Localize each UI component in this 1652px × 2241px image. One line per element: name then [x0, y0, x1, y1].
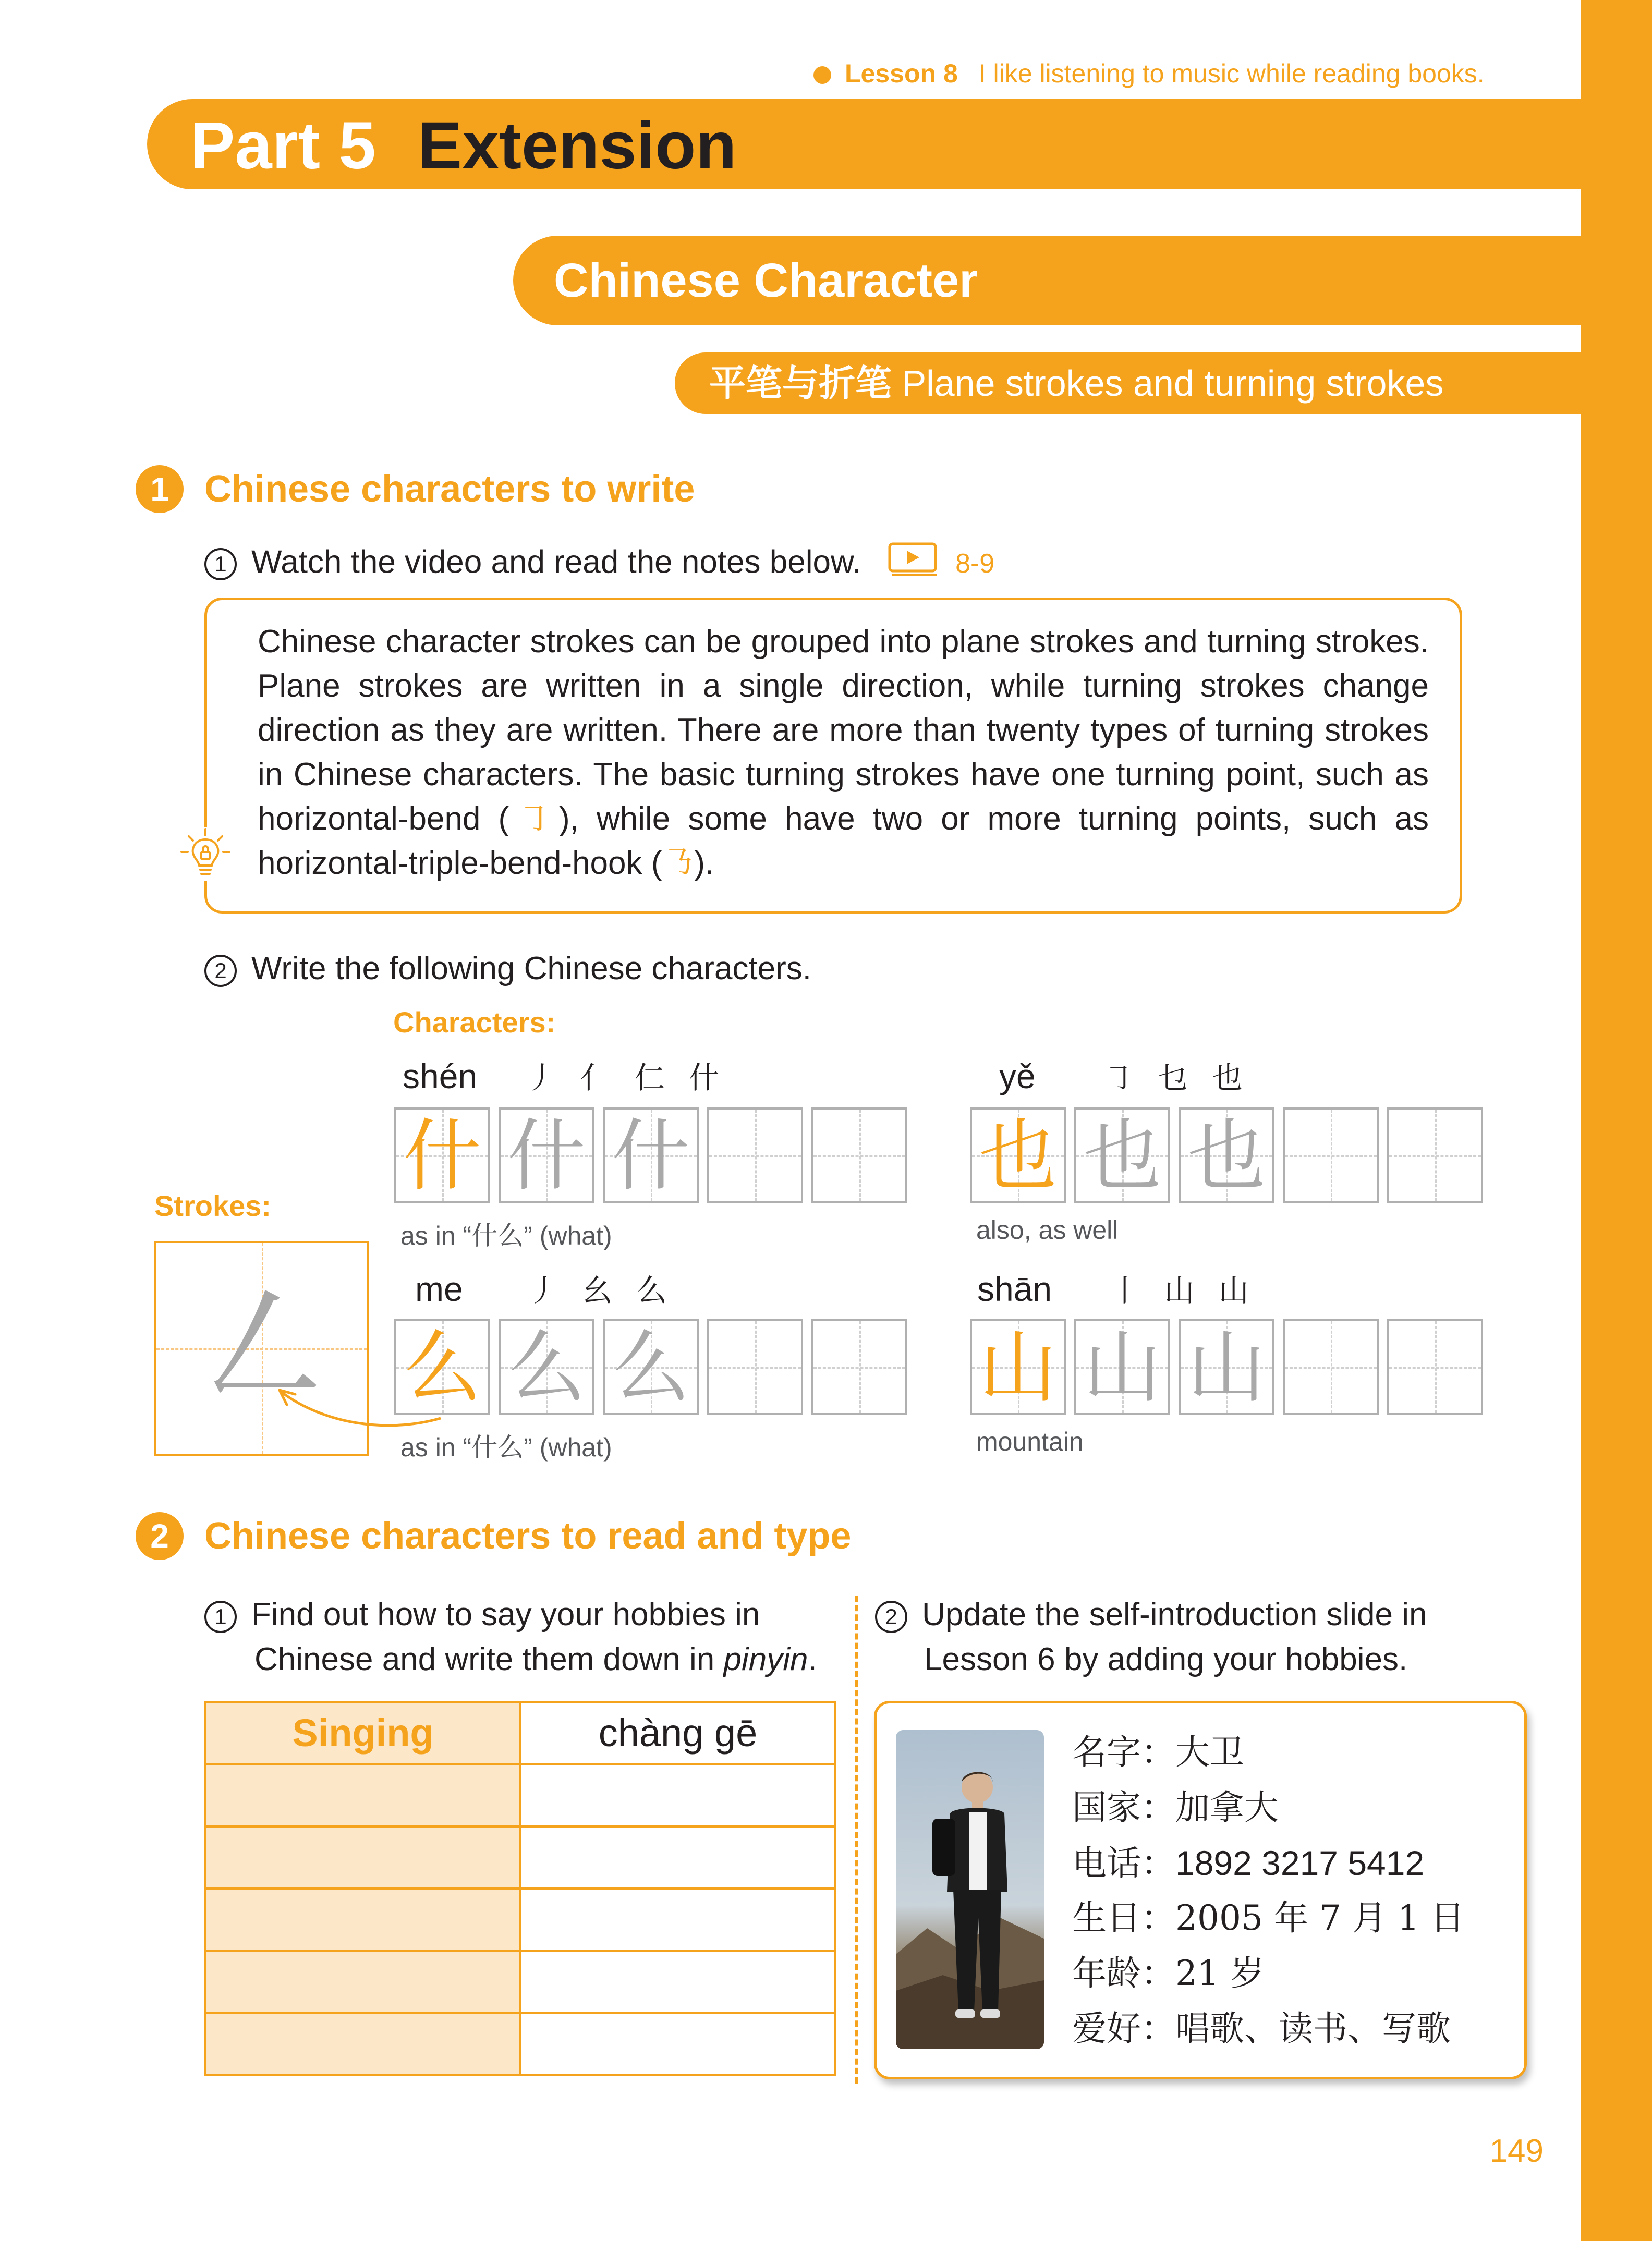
- topic-title: [709, 352, 1443, 414]
- section-2-number: 2: [136, 1512, 184, 1560]
- lightbulb-icon: [178, 827, 233, 881]
- table-row[interactable]: [205, 1764, 835, 1826]
- blank-grid-cell[interactable]: [1387, 1107, 1483, 1203]
- profile-row-phone: [1072, 1835, 1465, 1891]
- strokes-label: Strokes:: [154, 1189, 272, 1222]
- profile-row-name: [1072, 1725, 1465, 1780]
- profile-value: 21 岁: [1175, 1953, 1265, 1993]
- hobby-pinyin-cell[interactable]: [520, 2013, 835, 2075]
- hobby-pinyin-cell[interactable]: [520, 1764, 835, 1826]
- characters-label: Characters:: [393, 1006, 556, 1039]
- grid-cell: [499, 1319, 594, 1415]
- note-text: [258, 619, 1429, 885]
- stroke-example-hengzhe: ㇆: [509, 801, 559, 837]
- stroke-order-ye: ㇆ 乜 也: [1103, 1060, 1250, 1095]
- video-reference[interactable]: 8-9: [955, 549, 995, 579]
- profile-label: 名字：: [1072, 1732, 1175, 1772]
- profile-list: [1072, 1725, 1465, 2056]
- step-marker: 1: [204, 548, 237, 580]
- trace-char: 也: [1187, 1111, 1266, 1202]
- blank-grid-cell[interactable]: [811, 1319, 907, 1415]
- pinyin-ye: yě: [999, 1057, 1036, 1095]
- profile-value: 唱歌、读书、写歌: [1175, 2008, 1451, 2049]
- trace-char: 什: [507, 1111, 586, 1202]
- grid-cell: [970, 1107, 1066, 1203]
- grid-cell: [1179, 1107, 1274, 1203]
- step-text-line2: Chinese and write them down in: [254, 1641, 724, 1677]
- pinyin-shen: shén: [403, 1057, 478, 1095]
- gloss-shen: as in “什么” (what): [400, 1221, 612, 1250]
- section-1-title: Chinese characters to write: [204, 468, 695, 510]
- profile-row-country: [1072, 1780, 1465, 1835]
- part-heading: [190, 104, 736, 188]
- part-number: Part 5: [190, 108, 376, 183]
- lesson-title: I like listening to music while reading books.: [978, 59, 1485, 88]
- grid-cell: [394, 1319, 490, 1415]
- section-banner-title: Chinese Character: [554, 254, 978, 307]
- model-char: 么: [403, 1323, 481, 1414]
- grid-cell: [1074, 1107, 1170, 1203]
- pinyin-me: me: [415, 1270, 463, 1308]
- hobby-table: [204, 1701, 836, 2076]
- step-text: Write the following Chinese characters.: [251, 951, 812, 986]
- model-char: 也: [978, 1111, 1057, 1202]
- step-2-2: [875, 1592, 1427, 1637]
- hobby-pinyin-cell: chàng gē: [520, 1702, 835, 1764]
- step-2-1: [204, 1592, 760, 1637]
- step-marker: 1: [204, 1601, 237, 1633]
- blank-grid-cell[interactable]: [1387, 1319, 1483, 1415]
- gloss-ye: also, as well: [976, 1215, 1119, 1245]
- step-text-line1: Update the self-introduction slide in: [922, 1597, 1427, 1633]
- blank-grid-cell[interactable]: [811, 1107, 907, 1203]
- profile-label: 生日：: [1072, 1898, 1175, 1938]
- pinyin-shan: shān: [977, 1270, 1052, 1308]
- blank-grid-cell[interactable]: [1283, 1107, 1379, 1203]
- stroke-order-shan: 丨 山 山: [1110, 1273, 1256, 1308]
- model-char: 山: [978, 1323, 1057, 1414]
- profile-value: 加拿大: [1175, 1787, 1279, 1828]
- step-1-1: [204, 542, 994, 582]
- profile-value: 大卫: [1175, 1732, 1244, 1772]
- profile-row-age: [1072, 1946, 1465, 2001]
- hobby-english-cell[interactable]: [205, 2013, 520, 2075]
- grid-cell: [394, 1107, 490, 1203]
- period: .: [808, 1641, 817, 1677]
- trace-char: 山: [1187, 1323, 1266, 1414]
- column-divider: [855, 1596, 858, 2084]
- profile-label: 爱好：: [1072, 2008, 1175, 2049]
- profile-row-hobbies: [1072, 2001, 1465, 2056]
- profile-value: 2005 年 7 月 1 日: [1175, 1898, 1465, 1938]
- trace-char: 什: [611, 1111, 690, 1202]
- grid-cell: [603, 1319, 699, 1415]
- grid-cell: [1179, 1319, 1274, 1415]
- pinyin-emphasis: pinyin: [723, 1641, 808, 1677]
- table-row[interactable]: [205, 1951, 835, 2013]
- step-marker: 2: [204, 955, 237, 987]
- part-title: Extension: [417, 108, 737, 183]
- section-2-title: Chinese characters to read and type: [204, 1515, 852, 1557]
- step-text-line1: Find out how to say your hobbies in: [251, 1597, 760, 1633]
- topic-english: Plane strokes and turning strokes: [902, 363, 1444, 404]
- stroke-order-me: 丿 幺 么: [528, 1273, 674, 1308]
- note-part-1: Chinese character strokes can be grouped into plane strokes and turning strokes. Plane strokes are written in a single direction, while turning strokes change direction as they are written. There are more than twenty types of turning strokes in Chinese characters. The basic turning strokes have one turning point, such as horizontal-bend (: [258, 624, 1429, 837]
- play-video-icon[interactable]: [888, 542, 938, 586]
- table-row[interactable]: [205, 1889, 835, 1951]
- gloss-shan: mountain: [976, 1427, 1084, 1456]
- table-row[interactable]: [205, 2013, 835, 2075]
- profile-label: 年龄：: [1072, 1953, 1175, 1993]
- trace-char: 么: [507, 1323, 586, 1414]
- grid-cell: [1074, 1319, 1170, 1415]
- stroke-order-shen: 丿 亻 仁 什: [526, 1060, 727, 1095]
- note-part-3: ).: [694, 845, 714, 881]
- blank-grid-cell[interactable]: [707, 1107, 803, 1203]
- note-part-2: ), while some have two or more turning points, such as horizontal-triple-bend-hook (: [258, 801, 1429, 881]
- step-2-1-line2: [254, 1637, 817, 1682]
- gloss-me: as in “什么” (what): [400, 1433, 612, 1462]
- grid-cell: [970, 1319, 1066, 1415]
- model-char: 什: [403, 1111, 481, 1202]
- hobby-english-cell[interactable]: [205, 1951, 520, 2013]
- hobby-english-cell: Singing: [205, 1702, 520, 1764]
- profile-label: 电话：: [1072, 1843, 1175, 1883]
- stroke-glyph: ㇜: [189, 1262, 335, 1432]
- step-text: Watch the video and read the notes below.: [251, 544, 861, 580]
- profile-photo: [896, 1730, 1044, 2049]
- topic-chinese: 平笔与折笔: [709, 362, 892, 405]
- step-2-2-line2: Lesson 6 by adding your hobbies.: [924, 1641, 1408, 1677]
- stroke-example-hengzhezhezhegou: ㇡: [662, 845, 695, 881]
- lesson-header: [813, 58, 1544, 92]
- blank-grid-cell[interactable]: [707, 1319, 803, 1415]
- hobby-pinyin-cell[interactable]: [520, 1951, 835, 2013]
- header-dot-icon: [813, 66, 831, 84]
- hobby-english-cell[interactable]: [205, 1889, 520, 1951]
- step-1-2: [204, 949, 811, 989]
- profile-row-birthday: [1072, 1891, 1465, 1946]
- hobby-pinyin-cell[interactable]: [520, 1826, 835, 1889]
- trace-char: 么: [611, 1323, 690, 1414]
- grid-cell: [603, 1107, 699, 1203]
- stroke-demo-box: [154, 1241, 369, 1456]
- table-row[interactable]: [205, 1826, 835, 1889]
- profile-label: 国家：: [1072, 1787, 1175, 1828]
- profile-value: 1892 3217 5412: [1175, 1844, 1425, 1882]
- hobby-english-cell[interactable]: [205, 1826, 520, 1889]
- trace-char: 山: [1083, 1323, 1161, 1414]
- table-row: [205, 1702, 835, 1764]
- side-accent-bar: [1581, 0, 1652, 2241]
- lesson-label: Lesson 8: [845, 59, 958, 88]
- trace-char: 也: [1083, 1111, 1161, 1202]
- section-1-number: 1: [136, 465, 184, 513]
- grid-cell: [499, 1107, 594, 1203]
- hobby-pinyin-cell[interactable]: [520, 1889, 835, 1951]
- step-marker: 2: [875, 1601, 907, 1633]
- hobby-english-cell[interactable]: [205, 1764, 520, 1826]
- page-number: 149: [1489, 2133, 1544, 2169]
- blank-grid-cell[interactable]: [1283, 1319, 1379, 1415]
